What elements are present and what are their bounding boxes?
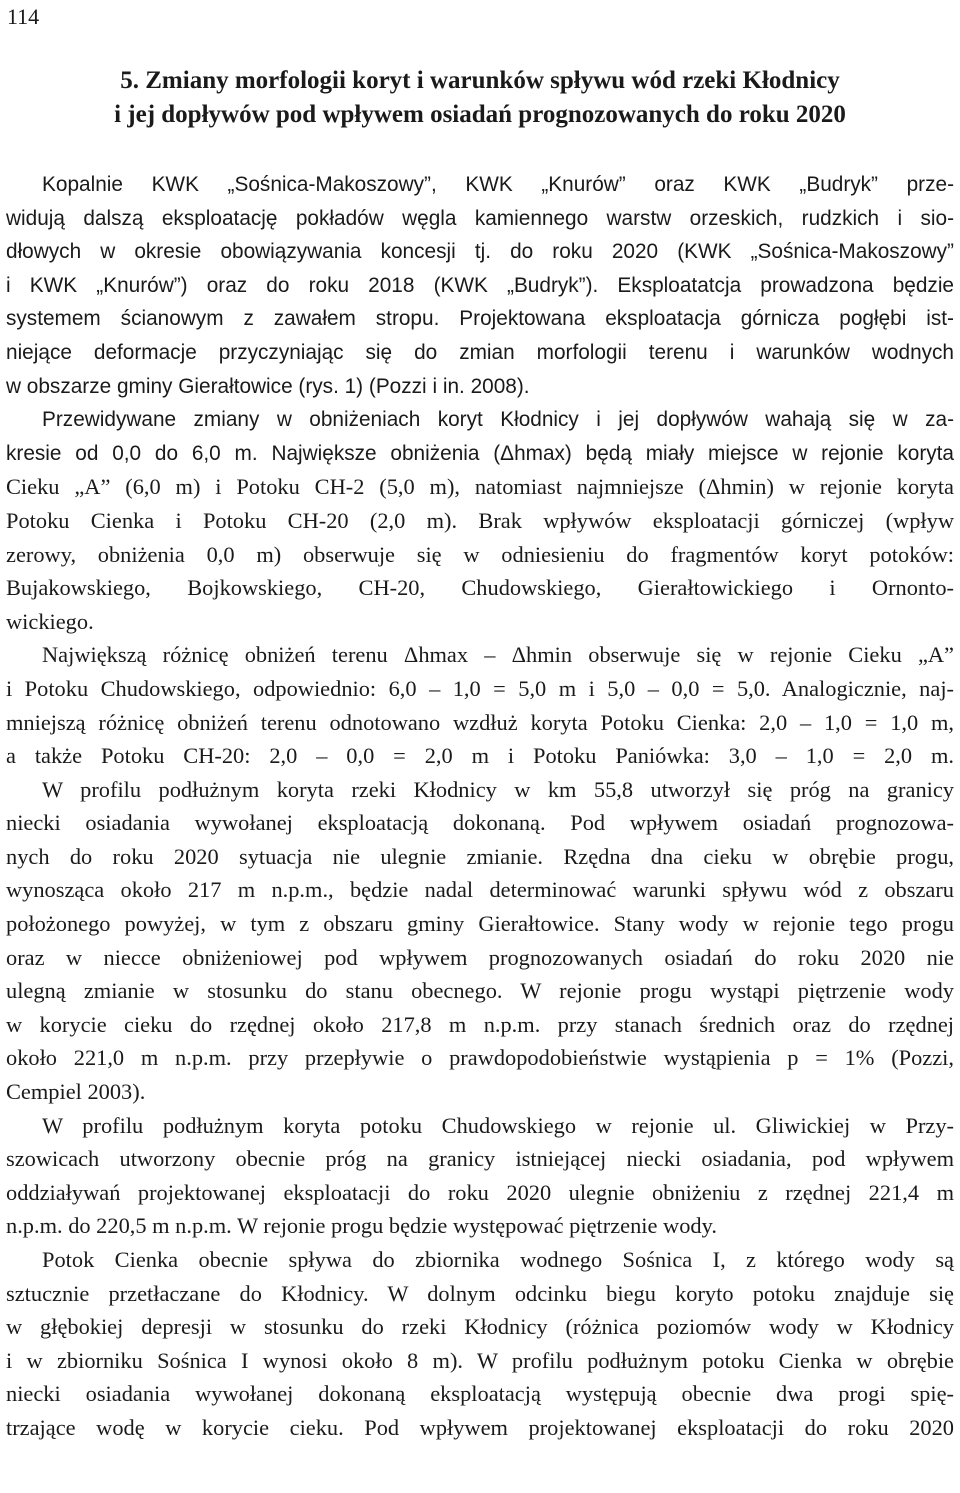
text-line: niejące deformacje przyczyniając się do zmian morfologii terenu i warunków wodnych xyxy=(6,340,954,364)
body-text xyxy=(6,168,954,1445)
text-line: mniejszą różnicę obniżeń terenu odnotowano wzdłuż koryta Potoku Cienka: 2,0 – 1,0 = 1,0 m, xyxy=(6,709,954,735)
text-line: i KWK „Knurów”) oraz do roku 2018 (KWK „Budryk”). Eksploatatcja prowadzona będzie xyxy=(6,273,954,297)
text-line: zerowy, obniżenia 0,0 m) obserwuje się w odniesieniu do fragmentów koryt potoków: xyxy=(6,541,954,567)
text-line: kresie od 0,0 do 6,0 m. Największe obniżenia (Δhmax) będą miały miejsce w rejonie koryta xyxy=(6,441,954,465)
text-line: Bujakowskiego, Bojkowskiego, CH-20, Chudowskiego, Gierałtowickiego i Ornonto- xyxy=(6,575,954,601)
text-line: i w zbiorniku Sośnica I wynosi około 8 m). W profilu podłużnym potoku Cienka w obrębie xyxy=(6,1347,954,1373)
text-line: Kopalnie KWK „Sośnica-Makoszowy”, KWK „Knurów” oraz KWK „Budryk” prze- xyxy=(42,173,954,196)
text-line: oddziaływań projektowanej eksploatacji do roku 2020 ulegnie obniżeniu z rzędnej 221,4 m xyxy=(6,1179,954,1205)
text-line: Przewidywane zmiany w obniżeniach koryt Kłodnicy i jej dopływów wahają się w za- xyxy=(42,408,954,432)
paragraph xyxy=(6,1243,954,1445)
paragraph xyxy=(6,403,954,638)
page-number: 114 xyxy=(7,4,40,29)
text-line: systemem ścianowym z zawałem stropu. Projektowana eksploatacja górnicza pogłębi ist- xyxy=(6,307,954,331)
heading-line-1: 5. Zmiany morfologii koryt i warunków spływu wód rzeki Kłodnicy xyxy=(120,67,840,94)
text-line: nych do roku 2020 sytuacja nie ulegnie zmianie. Rzędna dna cieku w obrębie progu, xyxy=(6,843,954,869)
text-line: Cieku „A” (6,0 m) i Potoku CH-2 (5,0 m), natomiast najmniejsze (Δhmin) w rejonie koryta xyxy=(6,474,954,500)
text-line: W profilu podłużnym koryta potoku Chudowskiego w rejonie ul. Gliwickiej w Przy- xyxy=(42,1112,954,1138)
text-line: wickiego. xyxy=(6,608,94,634)
text-line: i Potoku Chudowskiego, odpowiednio: 6,0 – 1,0 = 5,0 m i 5,0 – 0,0 = 5,0. Analogicznie, naj- xyxy=(6,675,954,701)
text-line: widują dalszą eksploatację pokładów węgla kamiennego warstw orzeskich, rudzkich i sio- xyxy=(6,206,954,230)
text-line: n.p.m. do 220,5 m n.p.m. W rejonie progu będzie występować piętrzenie wody. xyxy=(6,1213,717,1239)
text-line: dłowych w okresie obowiązywania koncesji tj. do roku 2020 (KWK „Sośnica-Makoszowy” xyxy=(6,240,954,264)
text-line: Potok Cienka obecnie spływa do zbiornika wodnego Sośnica I, z którego wody są xyxy=(42,1247,954,1272)
text-line: szowicach utworzony obecnie próg na granicy istniejącej niecki osiadania, pod wpływem xyxy=(6,1146,954,1172)
text-line: w korycie cieku do rzędnej około 217,8 m n.p.m. przy stanach średnich oraz do rzędnej xyxy=(6,1011,954,1037)
heading-line-2: i jej dopływów pod wpływem osiadań prognozowanych do roku 2020 xyxy=(114,100,846,128)
text-line: w obszarze gminy Gierałtowice (rys. 1) (Pozzi i in. 2008). xyxy=(6,374,530,398)
text-line: ulegną zmianie w stosunku do stanu obecnego. W rejonie progu wystąpi piętrzenie wody xyxy=(6,978,954,1004)
text-line: trzające wodę w korycie cieku. Pod wpływem projektowanej eksploatacji do roku 2020 xyxy=(6,1414,954,1440)
paragraph xyxy=(6,1109,954,1243)
text-line: oraz w niecce obniżeniowej pod wpływem prognozowanych osiadań do roku 2020 nie xyxy=(6,944,954,970)
text-line: około 221,0 m n.p.m. przy przepływie o prawdopodobieństwie wystąpienia p = 1% (Pozzi, xyxy=(6,1045,954,1071)
text-line: Cempiel 2003). xyxy=(6,1079,146,1105)
text-line: niecki osiadania wywołanej dokonaną eksploatacją występują obecnie dwa progi spię- xyxy=(6,1381,954,1407)
text-line: wynosząca około 217 m n.p.m., będzie nadal determinować warunki spływu wód z obszaru xyxy=(6,877,954,903)
paragraph xyxy=(6,773,954,1109)
text-line: sztucznie przetłaczane do Kłodnicy. W dolnym odcinku biegu koryto potoku znajduje się xyxy=(6,1280,954,1306)
text-line: a także Potoku CH-20: 2,0 – 0,0 = 2,0 m i Potoku Paniówka: 3,0 – 1,0 = 2,0 m. xyxy=(6,743,954,769)
text-line: W profilu podłużnym koryta rzeki Kłodnicy w km 55,8 utworzył się próg na granicy xyxy=(42,776,954,802)
paragraph xyxy=(6,168,954,403)
paragraph xyxy=(6,638,954,772)
text-line: Potoku Cienka i Potoku CH-20 (2,0 m). Brak wpływów eksploatacji górniczej (wpływ xyxy=(6,507,954,533)
section-heading xyxy=(0,64,960,131)
text-line: w głębokiej depresji w stosunku do rzeki Kłodnicy (różnica poziomów wody w Kłodnicy xyxy=(6,1314,954,1340)
text-line: niecki osiadania wywołanej eksploatacją dokonaną. Pod wpływem osiadań prognozowa- xyxy=(6,810,954,836)
text-line: położonego powyżej, w tym z obszaru gminy Gierałtowice. Stany wody w rejonie tego progu xyxy=(6,911,954,937)
text-line: Największą różnicę obniżeń terenu Δhmax – Δhmin obserwuje się w rejonie Cieku „A” xyxy=(42,642,954,668)
